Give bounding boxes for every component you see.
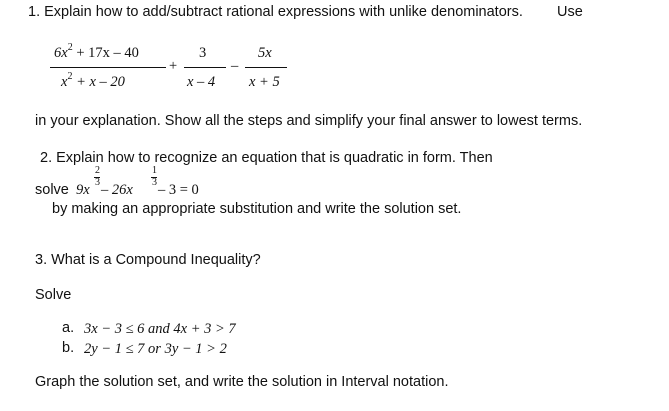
q2-solve-word: solve — [35, 182, 69, 198]
frac3-numerator: 5x — [258, 45, 272, 61]
exp2-denominator: 3 — [152, 177, 157, 188]
eq-term-c: – 3 = 0 — [158, 182, 199, 198]
q3-title: 3. What is a Compound Inequality? — [35, 252, 261, 268]
eq-term-b: – 26x — [101, 182, 133, 198]
q1-followup: in your explanation. Show all the steps and simplify your final answer to lowest terms. — [35, 113, 583, 129]
q3-b-label: b. — [62, 340, 75, 356]
q3-solve: Solve — [35, 287, 72, 303]
exp1-denominator: 3 — [95, 177, 100, 188]
q1-intro: 1. Explain how to add/subtract rational expressions with unlike denominators. — [28, 4, 523, 20]
frac3-bar — [245, 67, 287, 68]
frac2-denominator: x – 4 — [187, 74, 216, 90]
frac2-numerator: 3 — [199, 45, 207, 61]
q3-a-label: a. — [62, 320, 75, 336]
exp2-numerator: 1 — [152, 165, 157, 176]
q3-b-inequality: 2y − 1 ≤ 7 or 3y − 1 > 2 — [84, 341, 227, 357]
frac1-denominator: $x^2 + x - 20$ — [61, 71, 125, 90]
q3-graph-instruction: Graph the solution set, and write the solution in Interval notation. — [35, 374, 449, 390]
q2-followup: by making an appropriate substitution and write the solution set. — [52, 201, 462, 217]
frac1-bar — [50, 67, 166, 68]
minus-sign: – — [231, 58, 239, 74]
exp1-numerator: 2 — [95, 165, 100, 176]
frac3-denominator: x + 5 — [249, 74, 280, 90]
q3-a-inequality: 3x − 3 ≤ 6 and 4x + 3 > 7 — [84, 321, 236, 337]
frac2-bar — [184, 67, 226, 68]
eq-term-a: 9x — [76, 182, 90, 198]
plus-sign: + — [169, 58, 178, 74]
frac1-numerator: $6x^2 + 17x - 40$ — [54, 42, 139, 61]
q1-use: Use — [557, 4, 583, 20]
q2-intro: 2. Explain how to recognize an equation that is quadratic in form. Then — [40, 150, 493, 166]
